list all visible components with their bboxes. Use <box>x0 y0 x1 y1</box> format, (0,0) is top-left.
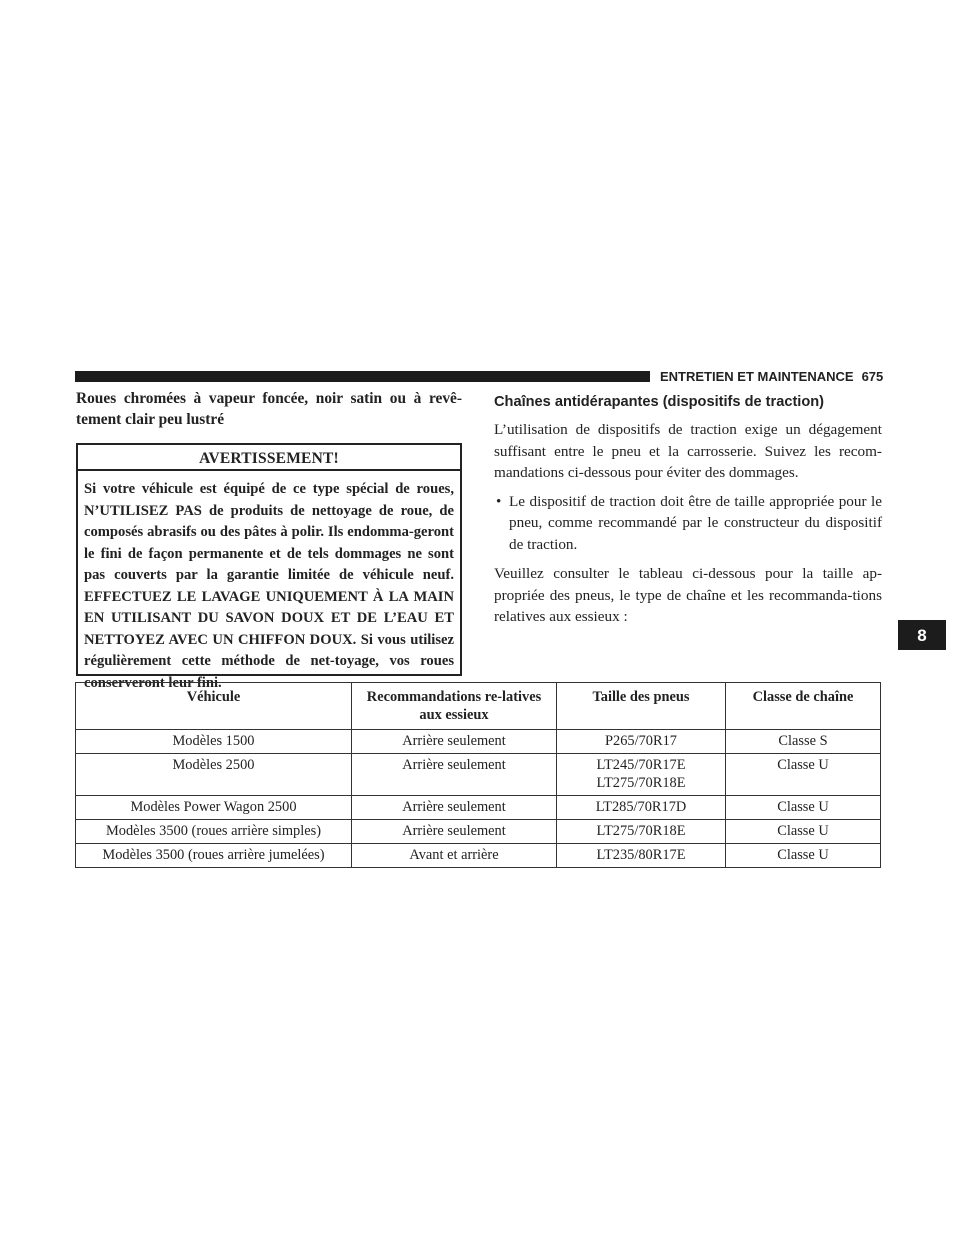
cell-vehicle: Modèles 3500 (roues arrière simples) <box>76 820 352 844</box>
right-column <box>494 392 882 635</box>
cell-vehicle: Modèles 1500 <box>76 730 352 754</box>
section-heading: Chaînes antidérapantes (dispositifs de traction) <box>494 394 825 410</box>
table-row <box>76 820 881 844</box>
cell-tire-size: P265/70R17 <box>557 730 726 754</box>
cell-axle: Arrière seulement <box>352 730 557 754</box>
table-row <box>76 730 881 754</box>
subsection-title: Roues chromées à vapeur foncée, noir satin ou à revê-tement clair peu lustré <box>76 390 462 428</box>
cell-tire-size <box>557 754 726 796</box>
column-header-tire-size: Taille des pneus <box>557 683 726 730</box>
section-title: ENTRETIEN ET MAINTENANCE <box>660 369 854 384</box>
column-header-vehicle: Véhicule <box>76 683 352 730</box>
cell-axle: Arrière seulement <box>352 796 557 820</box>
cell-axle: Arrière seulement <box>352 820 557 844</box>
page-number: 675 <box>861 369 884 384</box>
table-row <box>76 796 881 820</box>
outro-paragraph: Veuillez consulter le tableau ci-dessous pour la taille ap-propriée des pneus, le type de chaîne et les recommanda-tions relatives aux essieux : <box>494 565 882 625</box>
running-header <box>660 368 900 386</box>
cell-axle: Avant et arrière <box>352 844 557 868</box>
cell-tire-size: LT275/70R18E <box>557 820 726 844</box>
intro-paragraph: L’utilisation de dispositifs de traction exige un dégagement suffisant entre le pneu et la carrosserie. Suivez les recom-mandations ci-dessous pour éviter des dommages. <box>494 421 882 481</box>
cell-tire-size: LT235/80R17E <box>557 844 726 868</box>
cell-tire-size: LT285/70R17D <box>557 796 726 820</box>
table-row <box>76 844 881 868</box>
cell-chain-class: Classe S <box>726 730 881 754</box>
left-column <box>76 388 462 430</box>
bullet-item <box>494 491 882 556</box>
table-row <box>76 754 881 796</box>
bullet-icon: • <box>496 492 502 510</box>
column-header-chain-class: Classe de chaîne <box>726 683 881 730</box>
tire-chain-table <box>75 682 881 868</box>
tire-size-line: LT275/70R18E <box>596 775 686 791</box>
header-rule <box>75 371 650 382</box>
cell-chain-class: Classe U <box>726 844 881 868</box>
cell-chain-class: Classe U <box>726 820 881 844</box>
cell-chain-class: Classe U <box>726 796 881 820</box>
warning-box <box>76 443 462 691</box>
warning-body: Si votre véhicule est équipé de ce type spécial de roues, N’UTILISEZ PAS de produits de nettoyage de roue, de composés abrasifs ou des pâtes à polir. Ils endomma-geront le fini de façon permanente et de tels dommages ne sont pas couverts par la garantie limitée de véhicule neuf. EFFECTUEZ LE LAVAGE UNIQUEMENT À LA MAIN EN UTILISANT DU SAVON DOUX ET DE L’EAU ET NETTOYEZ AVEC UN CHIFFON DOUX. Si vous utilisez régulièrement cette méthode de net-toyage, vos roues conserveront leur fini. <box>84 481 454 691</box>
bullet-text: Le dispositif de traction doit être de taille appropriée pour le pneu, comme recommandé par le constructeur du dispositif de traction. <box>509 492 882 553</box>
cell-chain-class: Classe U <box>726 754 881 796</box>
cell-vehicle: Modèles 3500 (roues arrière jumelées) <box>76 844 352 868</box>
cell-vehicle: Modèles 2500 <box>76 754 352 796</box>
cell-vehicle: Modèles Power Wagon 2500 <box>76 796 352 820</box>
chapter-tab: 8 <box>898 620 946 650</box>
table-header-row <box>76 683 881 730</box>
cell-axle: Arrière seulement <box>352 754 557 796</box>
tire-size-line: LT245/70R17E <box>596 757 686 773</box>
warning-title: AVERTISSEMENT! <box>78 445 460 471</box>
column-header-axle: Recommandations re-latives aux essieux <box>352 683 557 730</box>
